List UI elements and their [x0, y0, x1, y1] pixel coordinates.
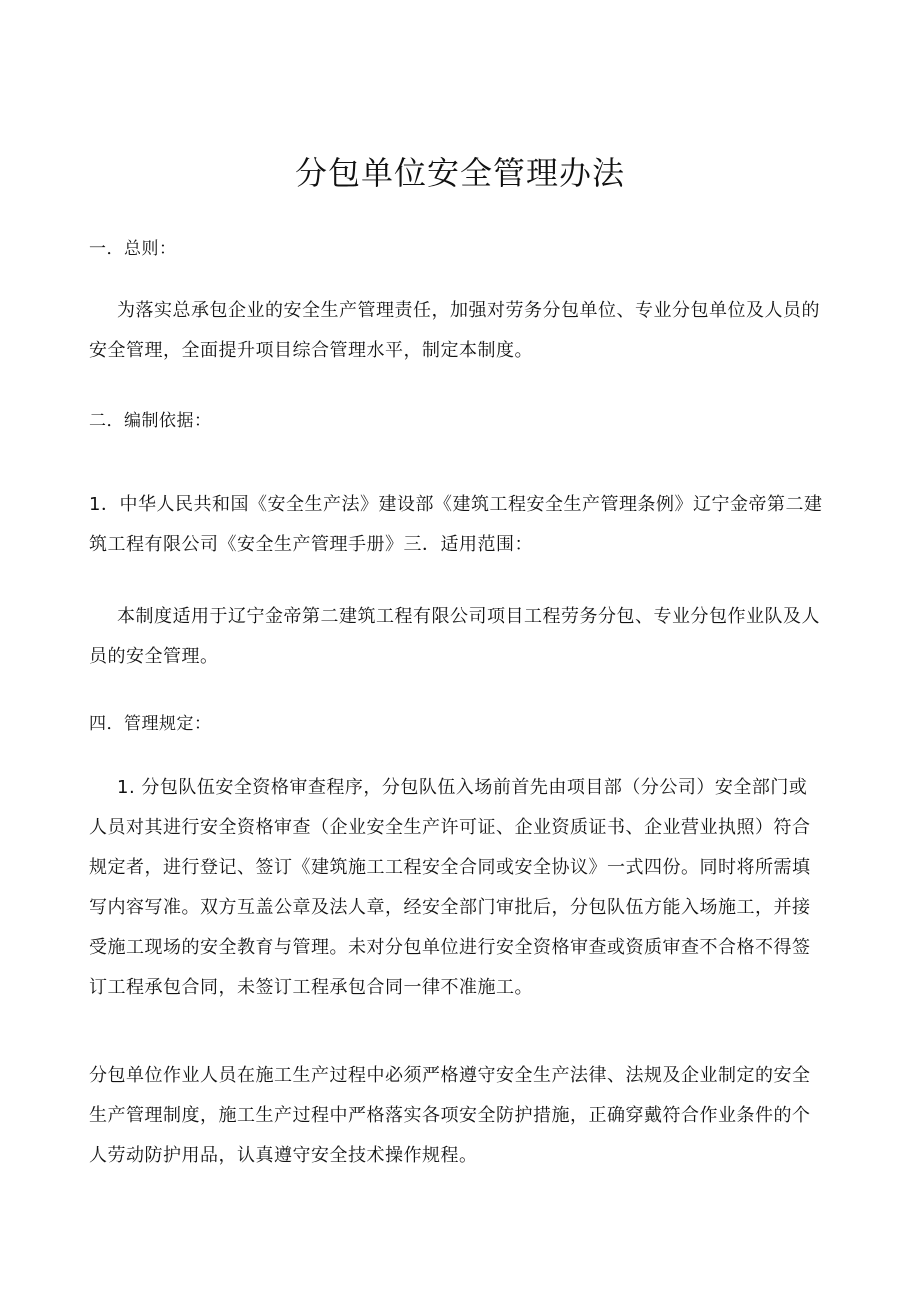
document-title: 分包单位安全管理办法	[294, 154, 625, 192]
paragraph-rule-1: 1. 分包队伍安全资格审查程序，分包队伍入场前首先由项目部（分公司）安全部门或人员对其进行安全资格审查（企业安全生产许可证、企业资质证书、企业营业执照）符合规定者，进行登记、签订《建筑施工工程安全合同或安全协议》一式四份。同时将所需填写内容写准。双方互盖公章及法人章，经安全部门审批后，分包队伍方能入场施工，并接受施工现场的安全教育与管理。未对分包单位进行安全资格审查或资质审查不合格不得签订工程承包合同，未签订工程承包合同一律不准施工。	[89, 777, 811, 998]
paragraph-scope: 本制度适用于辽宁金帝第二建筑工程有限公司项目工程劳务分包、专业分包作业队及人员的安全管理。	[89, 606, 820, 667]
paragraph-purpose: 为落实总承包企业的安全生产管理责任，加强对劳务分包单位、专业分包单位及人员的安全管理，全面提升项目综合管理水平，制定本制度。	[89, 300, 820, 361]
paragraph-rule-2: 分包单位作业人员在施工生产过程中必须严格遵守安全生产法律、法规及企业制定的安全生产管理制度，施工生产过程中严格落实各项安全防护措施，正确穿戴符合作业条件的个人劳动防护用品，认真遵守安全技术操作规程。	[89, 1065, 811, 1166]
paragraph-basis-list: 1．中华人民共和国《安全生产法》建设部《建筑工程安全生产管理条例》辽宁金帝第二建筑工程有限公司《安全生产管理手册》三．适用范围：	[89, 494, 823, 555]
section-heading-basis: 二．编制依据：	[89, 411, 212, 431]
section-heading-rules: 四．管理规定：	[89, 714, 212, 734]
section-heading-general: 一．总则：	[89, 239, 177, 259]
